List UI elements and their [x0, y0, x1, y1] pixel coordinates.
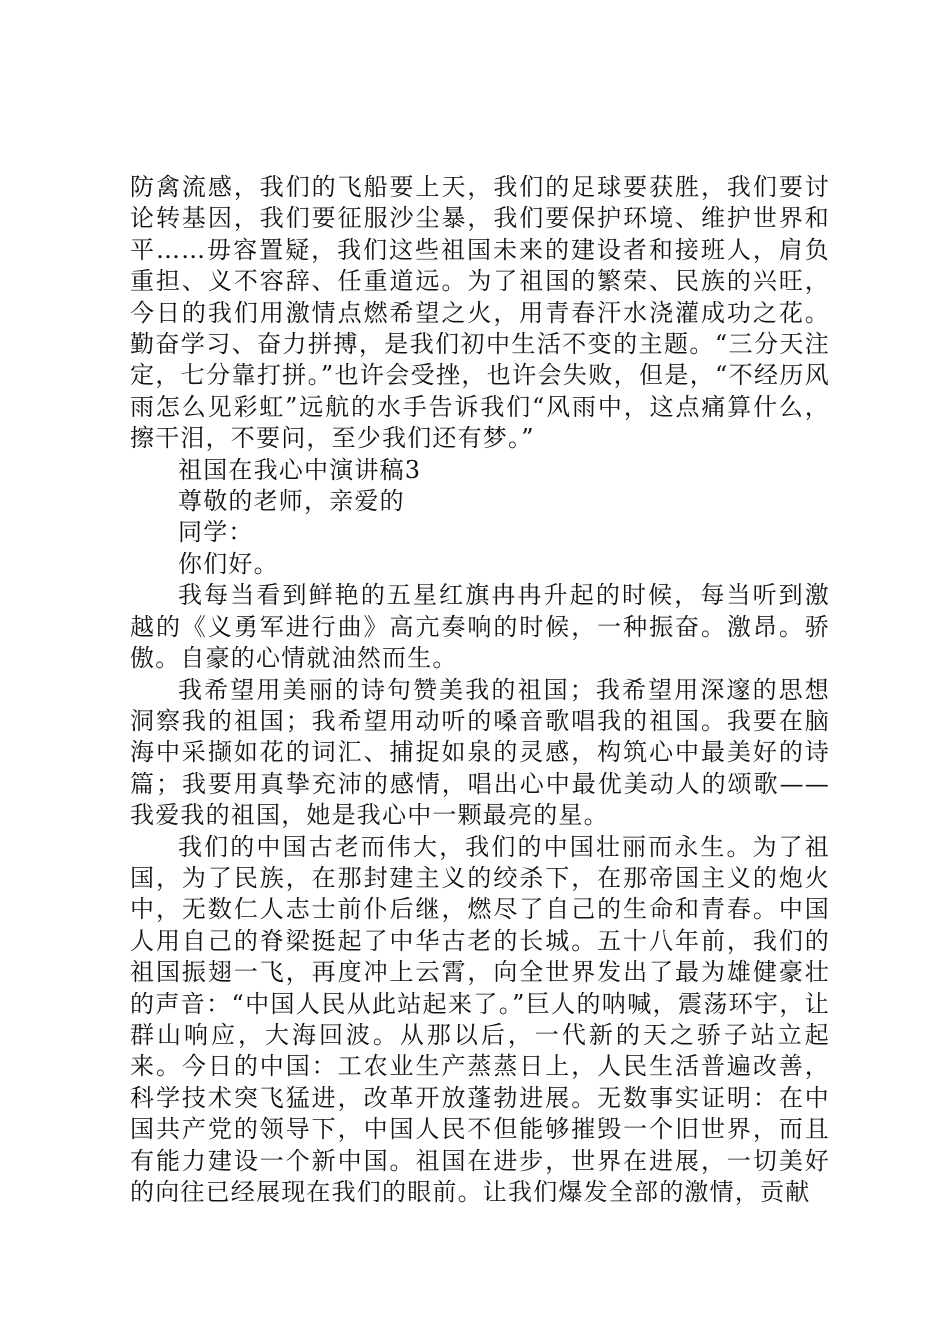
paragraph-wishes: 我希望用美丽的诗句赞美我的祖国；我希望用深邃的思想洞察我的祖国；我希望用动听的嗓音歌唱我的祖国。我要在脑海中采撷如花的词汇、捕捉如泉的灵感，构筑心中最美好的诗篇；我要用真挚充沛的感情，唱出心中最优美动人的颂歌——我爱我的祖国，她是我心中一颗最亮的星。: [130, 675, 830, 830]
paragraph-history: 我们的中国古老而伟大，我们的中国壮丽而永生。为了祖国，为了民族，在那封建主义的绞杀下，在那帝国主义的炮火中，无数仁人志士前仆后继，燃尽了自己的生命和青春。中国人用自己的脊梁挺起了中华古老的长城。五十八年前，我们的祖国振翅一飞，再度冲上云霄，向全世界发出了最为雄健豪壮的声音：“中国人民从此站起来了。”巨人的呐喊，震荡环宇，让群山响应，大海回波。从那以后，一代新的天之骄子站立起来。今日的中国：工农业生产蒸蒸日上，人民生活普遍改善，科学技术突飞猛进，改革开放蓬勃进展。无数事实证明：在中国共产党的领导下，中国人民不但能够摧毁一个旧世界，而且有能力建设一个新中国。祖国在进步，世界在进展，一切美好的向往已经展现在我们的眼前。让我们爆发全部的激情，贡献: [130, 832, 830, 1206]
section-heading: 祖国在我心中演讲稿3: [178, 455, 422, 484]
paragraph-continuation: 防禽流感，我们的飞船要上天，我们的足球要获胜，我们要讨论转基因，我们要征服沙尘暴，我们要保护环境、维护世界和平……毋容置疑，我们这些祖国未来的建设者和接班人，肩负重担、义不容辞、任重道远。为了祖国的繁荣、民族的兴旺，今日的我们用激情点燃希望之火，用青春汗水浇灌成功之花。勤奋学习、奋力拼搏，是我们初中生活不变的主题。“三分天注定，七分靠打拼。”也许会受挫，也许会失败，但是，“不经历风雨怎么见彩虹”远航的水手告诉我们“风雨中，这点痛算什么，擦干泪，不要问，至少我们还有梦。”: [130, 173, 830, 453]
salutation-line-2: 同学：: [178, 518, 254, 547]
salutation-line-1: 尊敬的老师，亲爱的: [178, 487, 405, 516]
paragraph-flag: 我每当看到鲜艳的五星红旗冉冉升起的时候，每当听到激越的《义勇军进行曲》高亢奏响的时候，一种振奋。激昂。骄傲。自豪的心情就油然而生。: [130, 581, 830, 673]
document-body: [130, 172, 830, 1208]
greeting: 你们好。: [178, 549, 279, 578]
